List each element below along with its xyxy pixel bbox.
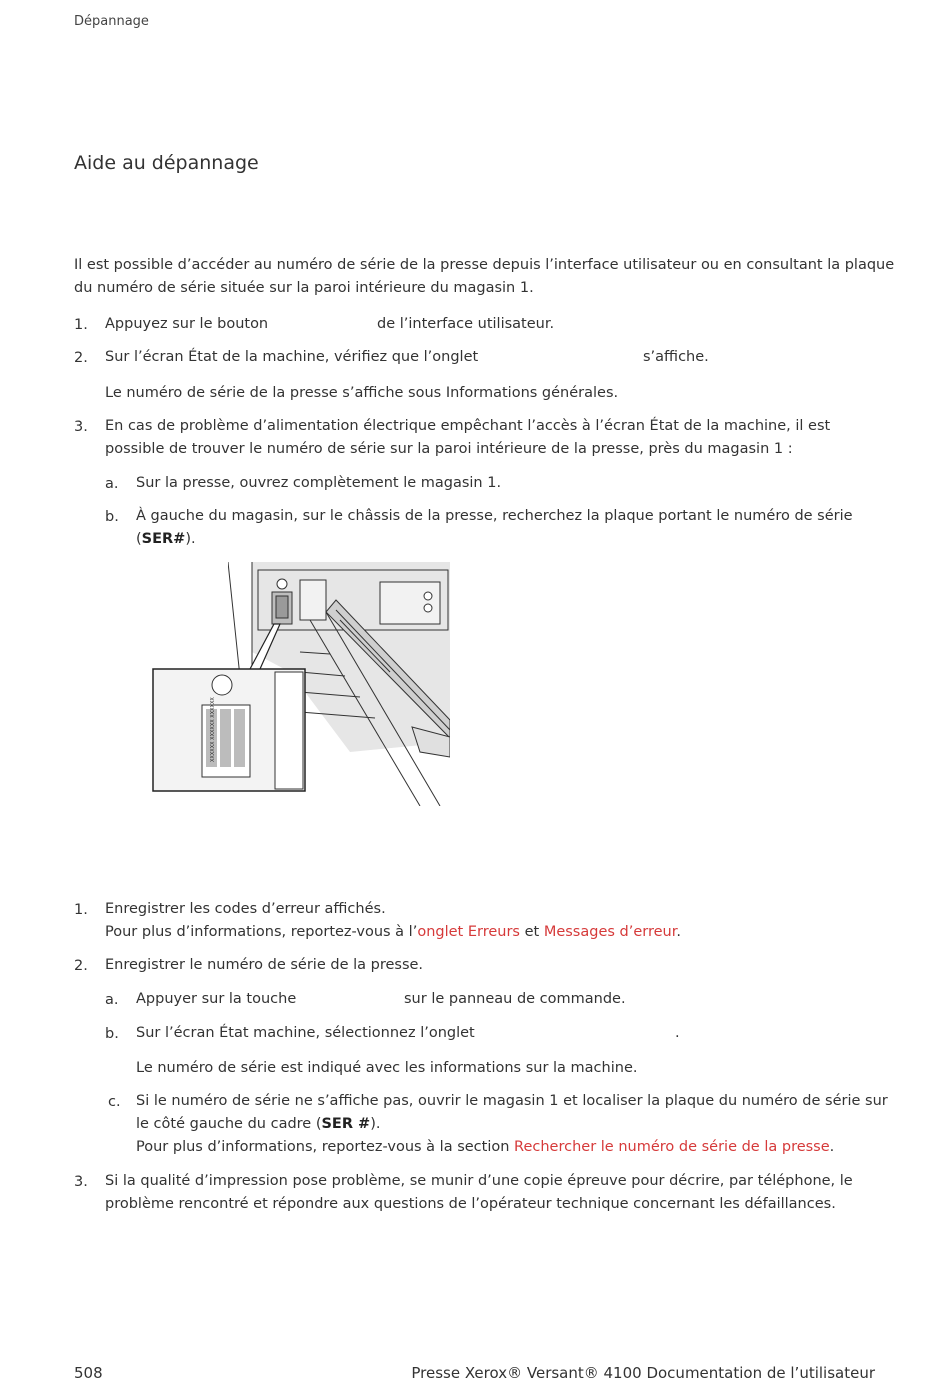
substep-c-reference: Pour plus d’informations, reportez-vous à la section Rechercher le numéro de série de la presse. [136,1139,835,1155]
link-onglet-erreurs[interactable]: onglet Erreurs [417,924,520,940]
substep-a-text-after: sur le panneau de commande. [404,991,626,1007]
substep-letter: c. [108,1094,121,1110]
section-title: Aide au dépannage [74,152,259,174]
step-2-note: Le numéro de série de la presse s’affiche sous Informations générales. [105,385,619,401]
step-number: 1. [74,317,88,333]
substep-b-line-1: À gauche du magasin, sur le châssis de la presse, recherchez la plaque portant le numéro de série [136,508,853,524]
page-number: 508 [74,1364,103,1382]
step-1-text-before: Appuyez sur le bouton [105,316,269,332]
step-1-text: Enregistrer les codes d’erreur affichés. [105,901,386,917]
substep-b-text-before: Sur l’écran État machine, sélectionnez l’onglet [136,1025,475,1041]
step-number: 2. [74,958,88,974]
document-title: Presse Xerox® Versant® 4100 Documentation de l’utilisateur [411,1364,875,1382]
step-3-line-2: possible de trouver le numéro de série sur la paroi intérieure de la presse, près du magasin 1 : [105,441,793,457]
substep-c-line-2: le côté gauche du cadre (SER #). [136,1116,381,1132]
step-number: 1. [74,902,88,918]
running-header: Dépannage [74,14,149,29]
link-rechercher-numero-serie[interactable]: Rechercher le numéro de série de la presse [514,1139,830,1155]
step-3-line-1: Si la qualité d’impression pose problème, se munir d’une copie épreuve pour décrire, par téléphone, le [105,1173,853,1189]
link-messages-erreur[interactable]: Messages d’erreur [543,924,677,940]
serial-plate-text: XXXXXX XXXXXX XXXXXX [210,697,216,762]
substep-b-line-2: (SER#). [136,531,196,547]
step-number: 3. [74,1174,88,1190]
substep-letter: a. [105,992,119,1008]
step-number: 2. [74,350,88,366]
substep-letter: b. [105,509,119,525]
substep-letter: a. [105,476,119,492]
substep-b-text-after: . [675,1025,680,1041]
step-2-text: Enregistrer le numéro de série de la presse. [105,957,424,973]
substep-a-text-before: Appuyer sur la touche [136,991,297,1007]
step-2-text-before: Sur l’écran État de la machine, vérifiez que l’onglet [105,349,479,365]
intro-line-1: Il est possible d’accéder au numéro de série de la presse depuis l’interface utilisateur ou en consultant la plaque [74,257,895,273]
ser-label: SER # [321,1116,371,1132]
step-3-line-2: problème rencontré et répondre aux questions de l’opérateur technique concernant les défaillances. [105,1196,836,1212]
substep-c-line-1: Si le numéro de série ne s’affiche pas, ouvrir le magasin 1 et localiser la plaque du numéro de série sur [136,1093,888,1109]
tray-serial-plate-illustration [150,562,452,806]
step-3-line-1: En cas de problème d’alimentation électrique empêchant l’accès à l’écran État de la machine, il est [105,418,831,434]
intro-line-2: du numéro de série située sur la paroi intérieure du magasin 1. [74,280,534,296]
step-2-text-after: s’affiche. [643,349,709,365]
substep-letter: b. [105,1026,119,1042]
step-1-reference: Pour plus d’informations, reportez-vous à l’onglet Erreurs et Messages d’erreur. [105,924,681,940]
step-1-text-after: de l’interface utilisateur. [377,316,555,332]
substep-a-text: Sur la presse, ouvrez complètement le magasin 1. [136,475,502,491]
substep-b-note: Le numéro de série est indiqué avec les informations sur la machine. [136,1060,638,1076]
ser-label: SER# [141,531,186,547]
step-number: 3. [74,419,88,435]
